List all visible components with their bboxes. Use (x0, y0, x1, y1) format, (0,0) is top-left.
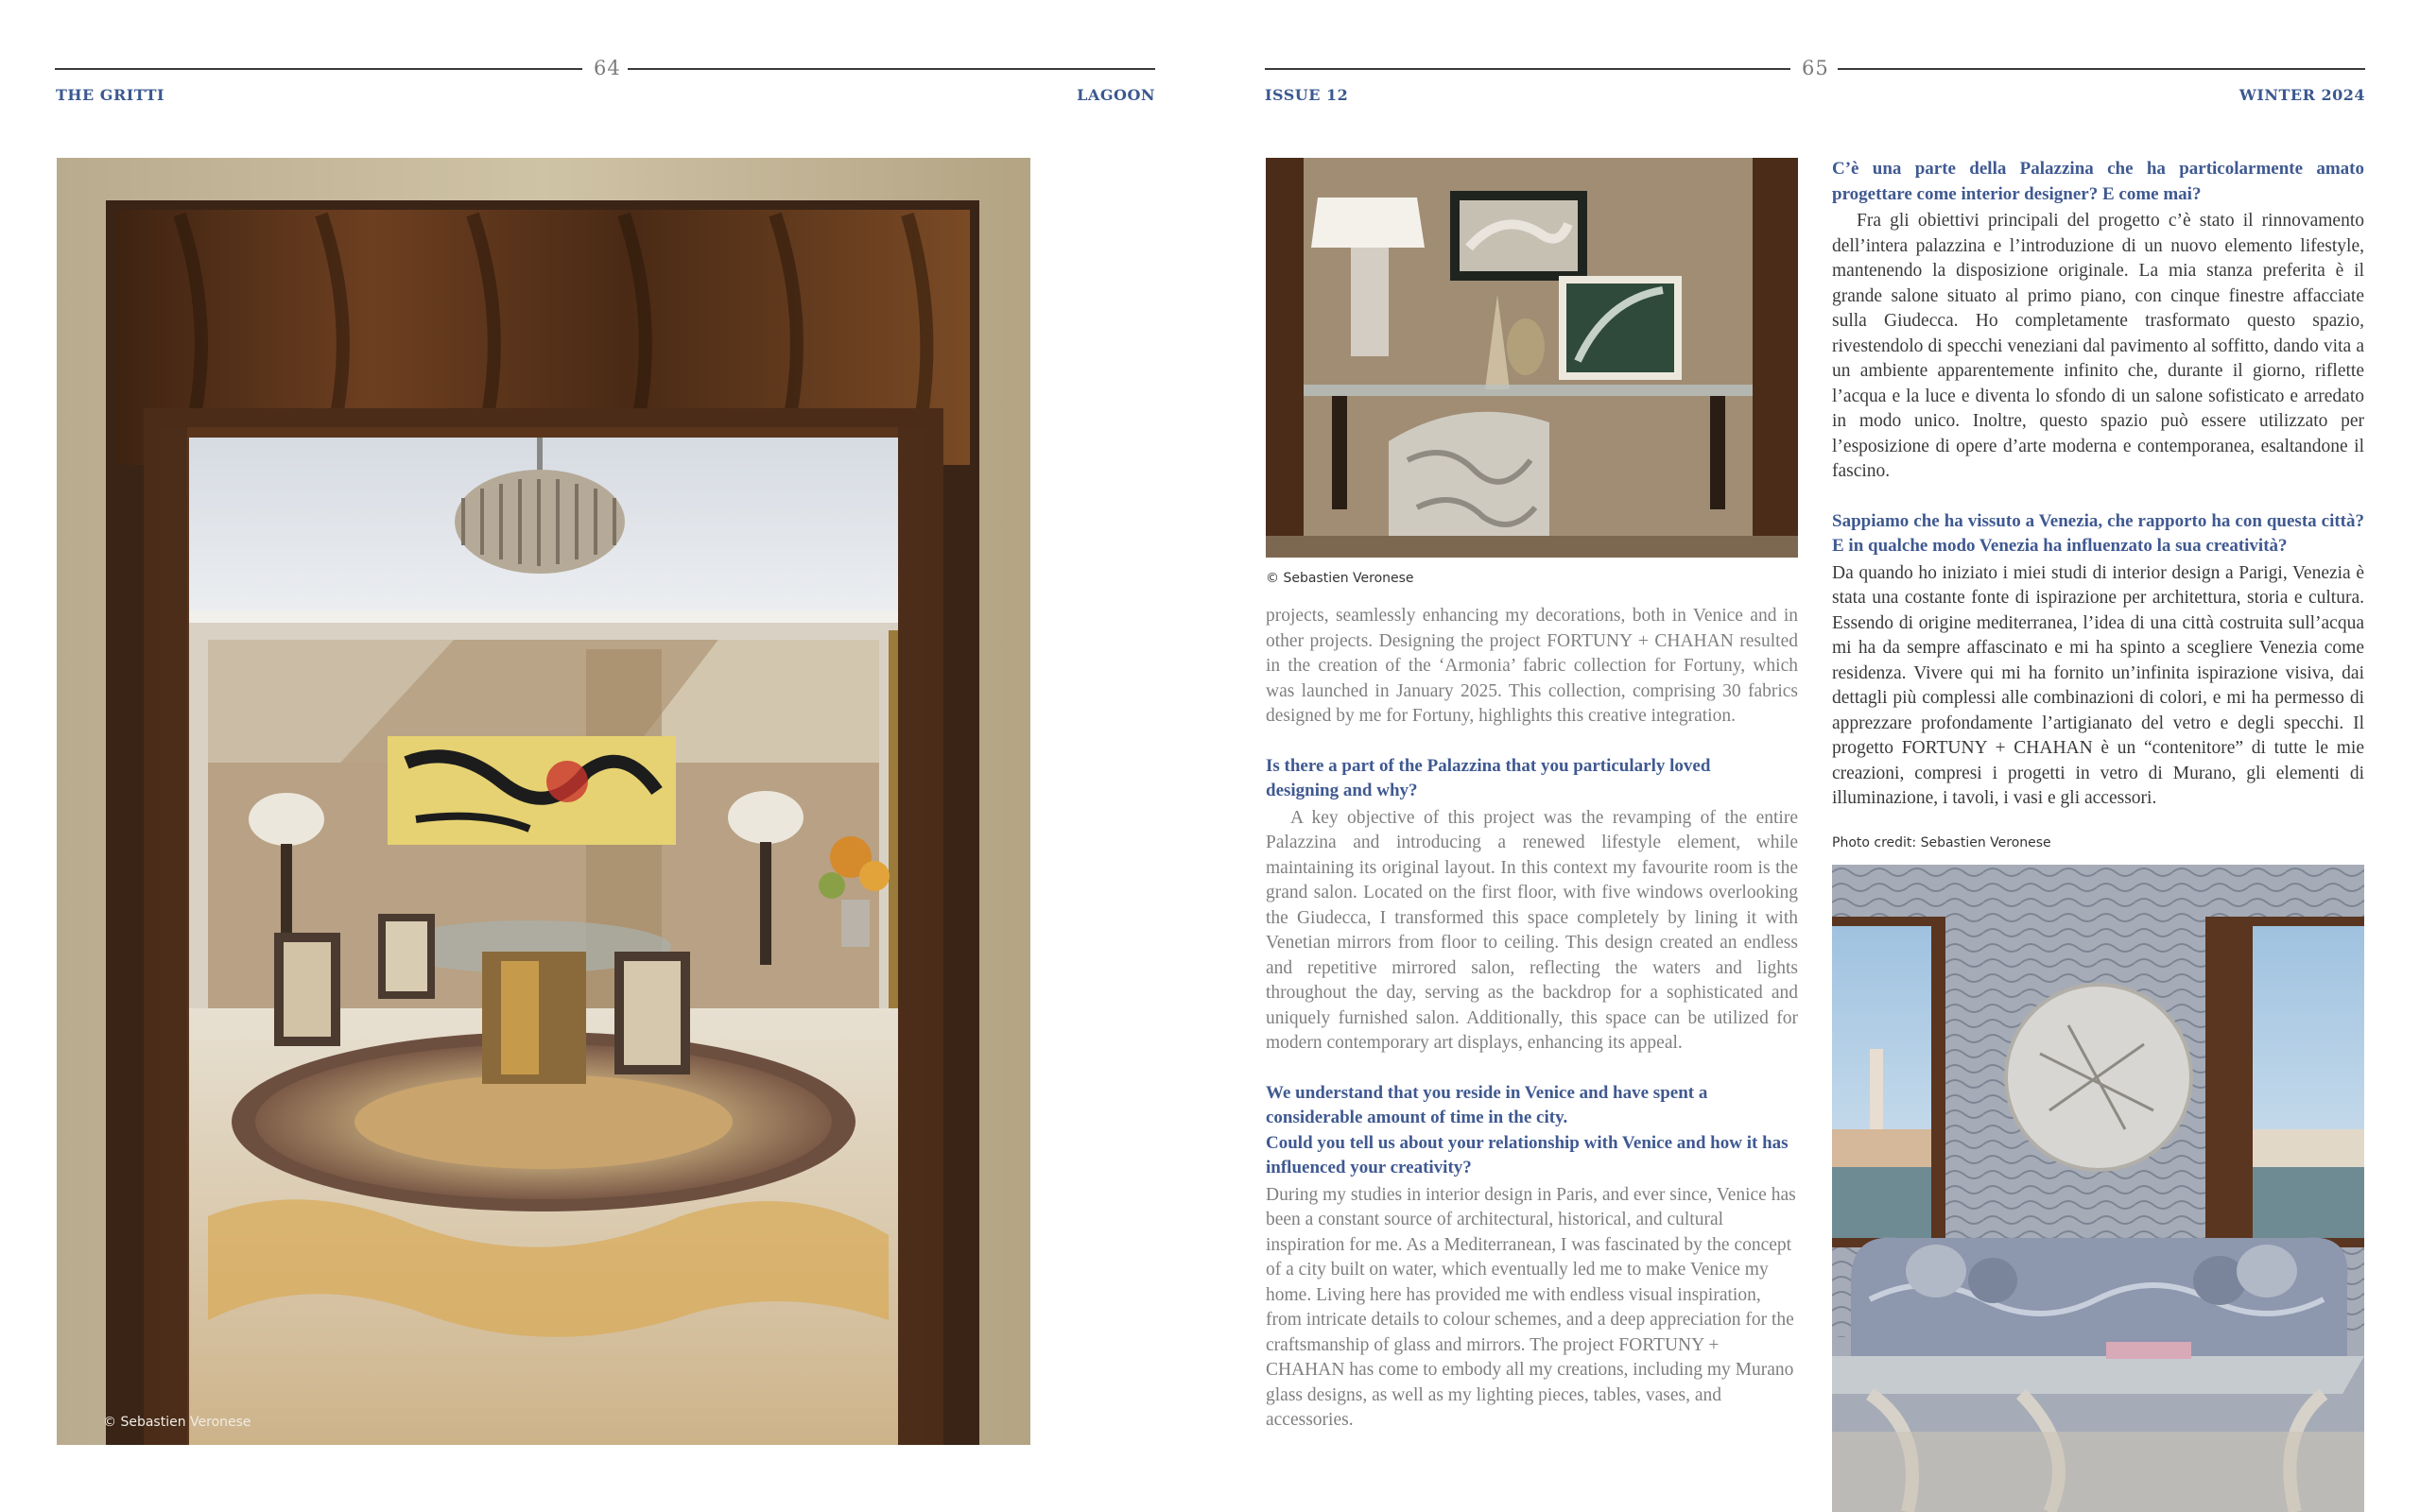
italian-answer-2: Da quando ho iniziato i miei studi di interior design a Parigi, Venezia è stata una costante fonte di ispirazione per architettura, storia e cultura. Essendo di origine mediterranea, l’idea di una città costruita sull’acqua mi ha da sempre affascinato e mi ha spinto a scegliere Venezia come residenza. Vivere qui mi ha fornito un’infinita ispirazione visiva, dai dettagli più complessi alle combinazioni di colori, e mi ha permesso di apprezzare profondamente l’artigianato del vetro e degli specchi. Il progetto FORTUNY + CHAHAN è un “contenitore” di tutte le mie creazioni, compresi i progetti in vetro di Murano, gli elementi di illuminazione, i tavoli, i vasi e gli accessori. (1832, 562, 2364, 808)
right-page-number: 65 (1802, 57, 1829, 79)
right-header-season: WINTER 2024 (2238, 86, 2365, 104)
desk-vignette-illustration (1266, 158, 1798, 558)
english-intro-paragraph: projects, seamlessly enhancing my decorations, both in Venice and in other projects. Designing the project FORTUNY + CHAHAN resulted in the creation of the ‘Armonia’ fabric collection for Fortuny, which was launched in January 2025. This collection, comprising 30 fabrics designed by me for Fortuny, highlights this creative integration. (1266, 606, 1798, 726)
right-header-rule-right (1838, 68, 2365, 70)
english-question-1: Is there a part of the Palazzina that you particularly loved designing and why? (1266, 755, 1711, 800)
right-header-issue: ISSUE 12 (1265, 86, 1349, 104)
left-header-rule-right (628, 68, 1155, 70)
dining-photo-credit: © Sebastien Veronese (103, 1415, 251, 1430)
dining-room-photo (57, 158, 1030, 1445)
italian-question-1: C’è una parte della Palazzina che ha particolarmente amato progettare come interior designer? E come mai? (1832, 159, 2364, 204)
left-header-rule-left (55, 68, 582, 70)
italian-answer-1: Fra gli obiettivi principali del progetto c’è stato il rinnovamento dell’intera palazzina e l’introduzione di un nuovo elemento lifestyle, mantenendo la disposizione originale. La mia stanza preferita è il grande salone situato al primo piano, con cinque finestre affacciate sulla Giudecca. Ho completamente trasformato questo spazio, rivestendolo di specchi veneziani dal pavimento al soffitto, dando vita a un ambiente apparentemente infinito che, durante il giorno, riflette l’acqua e la luce e diventa lo sfondo di un salone sofisticato e arredato in modo unico. Inoltre, questo spazio può essere utilizzato per l’esposizione di opere d’arte moderna e contemporanea, esaltandone il fascino. (1832, 211, 2364, 481)
italian-question-2: Sappiamo che ha vissuto a Venezia, che rapporto ha con questa città? E in qualche modo Venezia ha influenzato la sua creatività? (1832, 510, 2364, 556)
dining-room-illustration (57, 158, 1030, 1445)
italian-article-column (1832, 157, 2364, 812)
english-answer-1: A key objective of this project was the revamping of the entire Palazzina and introducing a renewed lifestyle element, while maintaining its original layout. In this context my favourite room is the grand salon. Located on the first floor, with five windows overlooking the Giudecca, I transformed this space completely by lining it with Venetian mirrors from floor to ceiling. This design created an endless and repetitive mirrored salon, reflecting the waters and lights throughout the day, serving as the backdrop for a sophisticated and uniquely furnished salon. Additionally, this space can be utilized for modern contemporary art displays, enhancing its appeal. (1266, 807, 1798, 1053)
salon-photo (1832, 865, 2364, 1512)
english-article-column (1266, 604, 1798, 1434)
salon-illustration (1832, 865, 2364, 1512)
english-question-2b: Could you tell us about your relationship with Venice and how it has influenced your creativity? (1266, 1132, 1789, 1177)
right-header-rule-left (1265, 68, 1790, 70)
desk-vignette-photo (1266, 158, 1798, 558)
left-header-publication: THE GRITTI (56, 86, 164, 104)
english-question-2a: We understand that you reside in Venice and have spent a considerable amount of time in the city. (1266, 1082, 1708, 1127)
left-header-section: LAGOON (1077, 86, 1155, 104)
desk-photo-credit: © Sebastien Veronese (1266, 571, 1414, 586)
english-answer-2: During my studies in interior design in Paris, and ever since, Venice has been a constant source of architectural, historical, and cultural inspiration for me. As a Mediterranean, I was fascinated by the concept of a city built on water, which eventually led me to make Venice my home. Living here has provided me with endless visual inspiration, from intricate details to colour schemes, and a deep appreciation for the craftsmanship of glass and mirrors. The project FORTUNY + CHAHAN has come to embody all my creations, including my Murano glass designs, as well as my lighting pieces, tables, vases, and accessories. (1266, 1184, 1796, 1430)
living-room-photo-credit: Photo credit: Sebastien Veronese (1832, 835, 2051, 850)
left-page-number: 64 (594, 57, 621, 79)
